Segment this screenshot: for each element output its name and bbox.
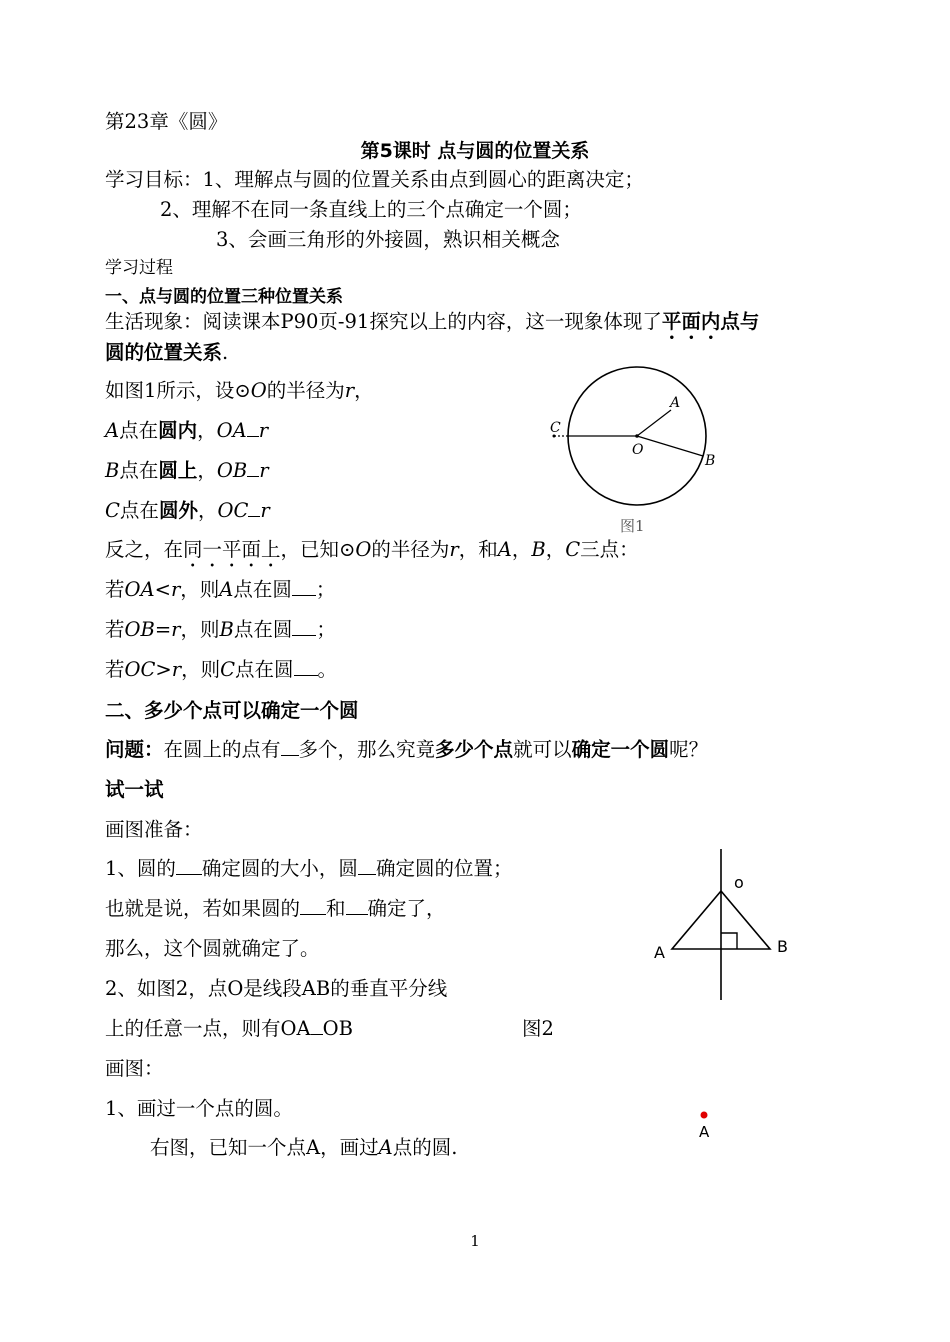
center-point	[635, 434, 639, 438]
try-it-heading: 试一试	[105, 778, 164, 801]
answer-blank[interactable]	[311, 1016, 323, 1035]
draw-item-1: 1、画过一个点的圆。	[105, 1097, 293, 1120]
emph-same-plane: 同一平面上	[183, 538, 281, 561]
label-a: A	[670, 395, 681, 411]
prep-item-2b: 上的任意一点，则有OA OB	[105, 1017, 353, 1040]
prep-label: 画图准备：	[105, 818, 203, 841]
prep-item-1b: 也就是说，若如果圆的 和 确定了，	[105, 897, 446, 920]
process-label: 学习过程	[105, 258, 173, 278]
section1-heading: 一、点与圆的位置三种位置关系	[105, 287, 343, 307]
figure-point-a	[690, 1105, 720, 1145]
relation-row-a: A点在圆内，OA r	[105, 419, 269, 442]
answer-blank[interactable]	[300, 896, 326, 915]
draw-label: 画图：	[105, 1057, 164, 1080]
answer-blank[interactable]	[346, 896, 368, 915]
draw-item-1-desc: 右图，已知一个点A，画过A点的圆.	[150, 1136, 458, 1159]
point-a-dot	[701, 1112, 708, 1119]
objective-1: 学习目标：1、理解点与圆的位置关系由点到圆心的距离决定；	[105, 168, 644, 191]
figure-2-caption: 图2	[522, 1017, 554, 1040]
question-line: 问题：在圆上的点有 多个，那么究竟多少个点就可以确定一个圆呢？	[105, 738, 709, 761]
objectives-label: 学习目标：	[105, 168, 203, 191]
answer-blank[interactable]	[176, 856, 202, 875]
objective-2: 2、理解不在同一条直线上的三个点确定一个圆；	[160, 198, 582, 221]
answer-blank[interactable]	[247, 458, 259, 477]
segment-oa	[637, 410, 671, 436]
answer-blank[interactable]	[281, 737, 299, 756]
answer-blank[interactable]	[247, 418, 259, 437]
chapter-title: 第23章《圆》	[105, 110, 228, 133]
section2-heading: 二、多少个点可以确定一个圆	[105, 699, 359, 722]
converse-line: 反之，在同一平面上，已知⊙O的半径为r，和A，B，C三点：	[105, 538, 639, 561]
prep-item-1: 1、圆的 确定圆的大小，圆 确定圆的位置；	[105, 857, 513, 880]
if-row-c: 若OC>r，则C点在圆 。	[105, 658, 338, 681]
point-a-label: A	[699, 1123, 710, 1141]
lesson-title: 第5课时 点与圆的位置关系	[360, 140, 590, 162]
figure-1-caption: 图1	[620, 517, 645, 535]
prep-item-2: 2、如图2，点O是线段AB的垂直平分线	[105, 977, 448, 1000]
figure-1-circle-diagram	[540, 362, 730, 540]
relation-row-c: C点在圆外，OC r	[105, 499, 270, 522]
figure-2-perpendicular-bisector	[640, 845, 800, 1005]
label-c: C	[550, 420, 561, 436]
relation-row-b: B点在圆上，OB r	[105, 459, 269, 482]
life-phenomenon-line1: 生活现象：阅读课本P90页-91探究以上的内容，这一现象体现了平面内点与	[105, 310, 760, 333]
prep-item-1c: 那么，这个圆就确定了。	[105, 937, 320, 960]
label-a: A	[654, 943, 665, 962]
fig1-intro: 如图1所示，设⊙O的半径为r，	[105, 379, 374, 402]
label-o: O	[632, 442, 644, 458]
if-row-b: 若OB=r，则B点在圆 ；	[105, 618, 336, 641]
answer-blank[interactable]	[292, 617, 316, 636]
segment-ob	[637, 436, 703, 456]
objective-3: 3、会画三角形的外接圆，熟识相关概念	[216, 228, 560, 251]
if-row-a: 若OA<r，则A点在圆 ；	[105, 578, 336, 601]
answer-blank[interactable]	[248, 498, 260, 517]
label-o: o	[734, 873, 744, 892]
life-phenomenon-line2: 圆的位置关系.	[105, 341, 229, 364]
label-b: B	[705, 453, 716, 469]
answer-blank[interactable]	[292, 577, 316, 596]
label-b: B	[777, 937, 788, 956]
page-number: 1	[470, 1232, 480, 1250]
answer-blank[interactable]	[294, 657, 318, 676]
emph-plane: 平面内	[661, 310, 721, 333]
answer-blank[interactable]	[358, 856, 376, 875]
right-angle-mark	[721, 933, 737, 949]
